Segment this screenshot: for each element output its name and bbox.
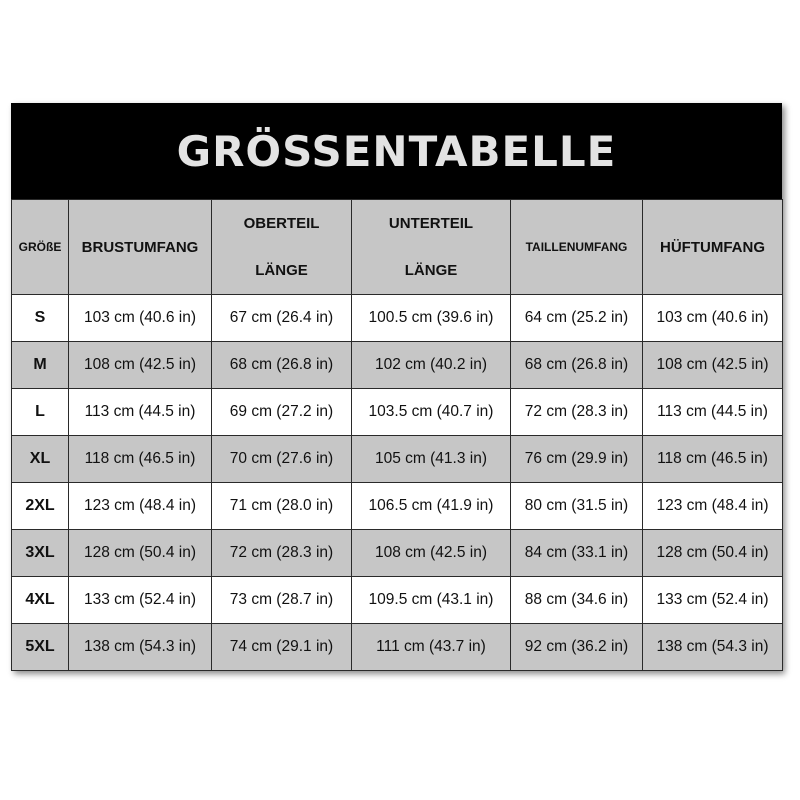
header-bottom-length-line2: LÄNGE bbox=[404, 262, 458, 279]
waist-cell: 76 cm (29.9 in) bbox=[511, 436, 643, 483]
header-chest-label: BRUSTUMFANG bbox=[81, 238, 199, 256]
waist-cell: 64 cm (25.2 in) bbox=[511, 295, 643, 342]
bottom-length-cell: 103.5 cm (40.7 in) bbox=[352, 389, 511, 436]
top-length-cell: 68 cm (26.8 in) bbox=[212, 342, 352, 389]
waist-cell: 84 cm (33.1 in) bbox=[511, 530, 643, 577]
size-chart bbox=[11, 103, 782, 671]
table-row bbox=[12, 295, 783, 342]
size-table bbox=[11, 199, 783, 671]
header-waist-label: TAILLENUMFANG bbox=[525, 239, 628, 254]
header-chest bbox=[69, 200, 212, 295]
chest-cell: 108 cm (42.5 in) bbox=[69, 342, 212, 389]
bottom-length-cell: 106.5 cm (41.9 in) bbox=[352, 483, 511, 530]
header-size-label: GRÖßE bbox=[18, 239, 62, 254]
hip-cell: 103 cm (40.6 in) bbox=[643, 295, 783, 342]
hip-cell: 113 cm (44.5 in) bbox=[643, 389, 783, 436]
hip-cell: 128 cm (50.4 in) bbox=[643, 530, 783, 577]
bottom-length-cell: 109.5 cm (43.1 in) bbox=[352, 577, 511, 624]
top-length-cell: 71 cm (28.0 in) bbox=[212, 483, 352, 530]
hip-cell: 123 cm (48.4 in) bbox=[643, 483, 783, 530]
chest-cell: 133 cm (52.4 in) bbox=[69, 577, 212, 624]
top-length-cell: 70 cm (27.6 in) bbox=[212, 436, 352, 483]
hip-cell: 138 cm (54.3 in) bbox=[643, 624, 783, 671]
top-length-cell: 73 cm (28.7 in) bbox=[212, 577, 352, 624]
size-cell: S bbox=[12, 295, 69, 342]
header-hip-label: HÜFTUMFANG bbox=[660, 238, 765, 256]
header-top-length-line1: OBERTEIL bbox=[243, 215, 320, 232]
chest-cell: 113 cm (44.5 in) bbox=[69, 389, 212, 436]
header-bottom-length bbox=[352, 200, 511, 295]
top-length-cell: 74 cm (29.1 in) bbox=[212, 624, 352, 671]
header-size bbox=[12, 200, 69, 295]
top-length-cell: 69 cm (27.2 in) bbox=[212, 389, 352, 436]
waist-cell: 72 cm (28.3 in) bbox=[511, 389, 643, 436]
bottom-length-cell: 102 cm (40.2 in) bbox=[352, 342, 511, 389]
bottom-length-cell: 100.5 cm (39.6 in) bbox=[352, 295, 511, 342]
table-row bbox=[12, 530, 783, 577]
waist-cell: 68 cm (26.8 in) bbox=[511, 342, 643, 389]
bottom-length-cell: 111 cm (43.7 in) bbox=[352, 624, 511, 671]
size-cell: 4XL bbox=[12, 577, 69, 624]
table-row bbox=[12, 577, 783, 624]
bottom-length-cell: 105 cm (41.3 in) bbox=[352, 436, 511, 483]
size-cell: M bbox=[12, 342, 69, 389]
header-bottom-length-line1: UNTERTEIL bbox=[388, 215, 474, 232]
title-bar bbox=[11, 103, 782, 199]
header-hip bbox=[643, 200, 783, 295]
hip-cell: 108 cm (42.5 in) bbox=[643, 342, 783, 389]
table-row bbox=[12, 624, 783, 671]
top-length-cell: 67 cm (26.4 in) bbox=[212, 295, 352, 342]
size-cell: XL bbox=[12, 436, 69, 483]
bottom-length-cell: 108 cm (42.5 in) bbox=[352, 530, 511, 577]
waist-cell: 80 cm (31.5 in) bbox=[511, 483, 643, 530]
chart-title: GRÖSSENTABELLE bbox=[176, 126, 617, 176]
header-waist bbox=[511, 200, 643, 295]
header-top-length-line2: LÄNGE bbox=[255, 262, 308, 279]
chest-cell: 123 cm (48.4 in) bbox=[69, 483, 212, 530]
hip-cell: 118 cm (46.5 in) bbox=[643, 436, 783, 483]
hip-cell: 133 cm (52.4 in) bbox=[643, 577, 783, 624]
header-top-length bbox=[212, 200, 352, 295]
chest-cell: 103 cm (40.6 in) bbox=[69, 295, 212, 342]
waist-cell: 88 cm (34.6 in) bbox=[511, 577, 643, 624]
size-cell: 2XL bbox=[12, 483, 69, 530]
chest-cell: 128 cm (50.4 in) bbox=[69, 530, 212, 577]
table-row bbox=[12, 436, 783, 483]
size-cell: 5XL bbox=[12, 624, 69, 671]
table-row bbox=[12, 342, 783, 389]
table-row bbox=[12, 389, 783, 436]
chest-cell: 118 cm (46.5 in) bbox=[69, 436, 212, 483]
top-length-cell: 72 cm (28.3 in) bbox=[212, 530, 352, 577]
size-cell: 3XL bbox=[12, 530, 69, 577]
table-row bbox=[12, 483, 783, 530]
size-cell: L bbox=[12, 389, 69, 436]
header-row bbox=[12, 200, 783, 295]
waist-cell: 92 cm (36.2 in) bbox=[511, 624, 643, 671]
chest-cell: 138 cm (54.3 in) bbox=[69, 624, 212, 671]
